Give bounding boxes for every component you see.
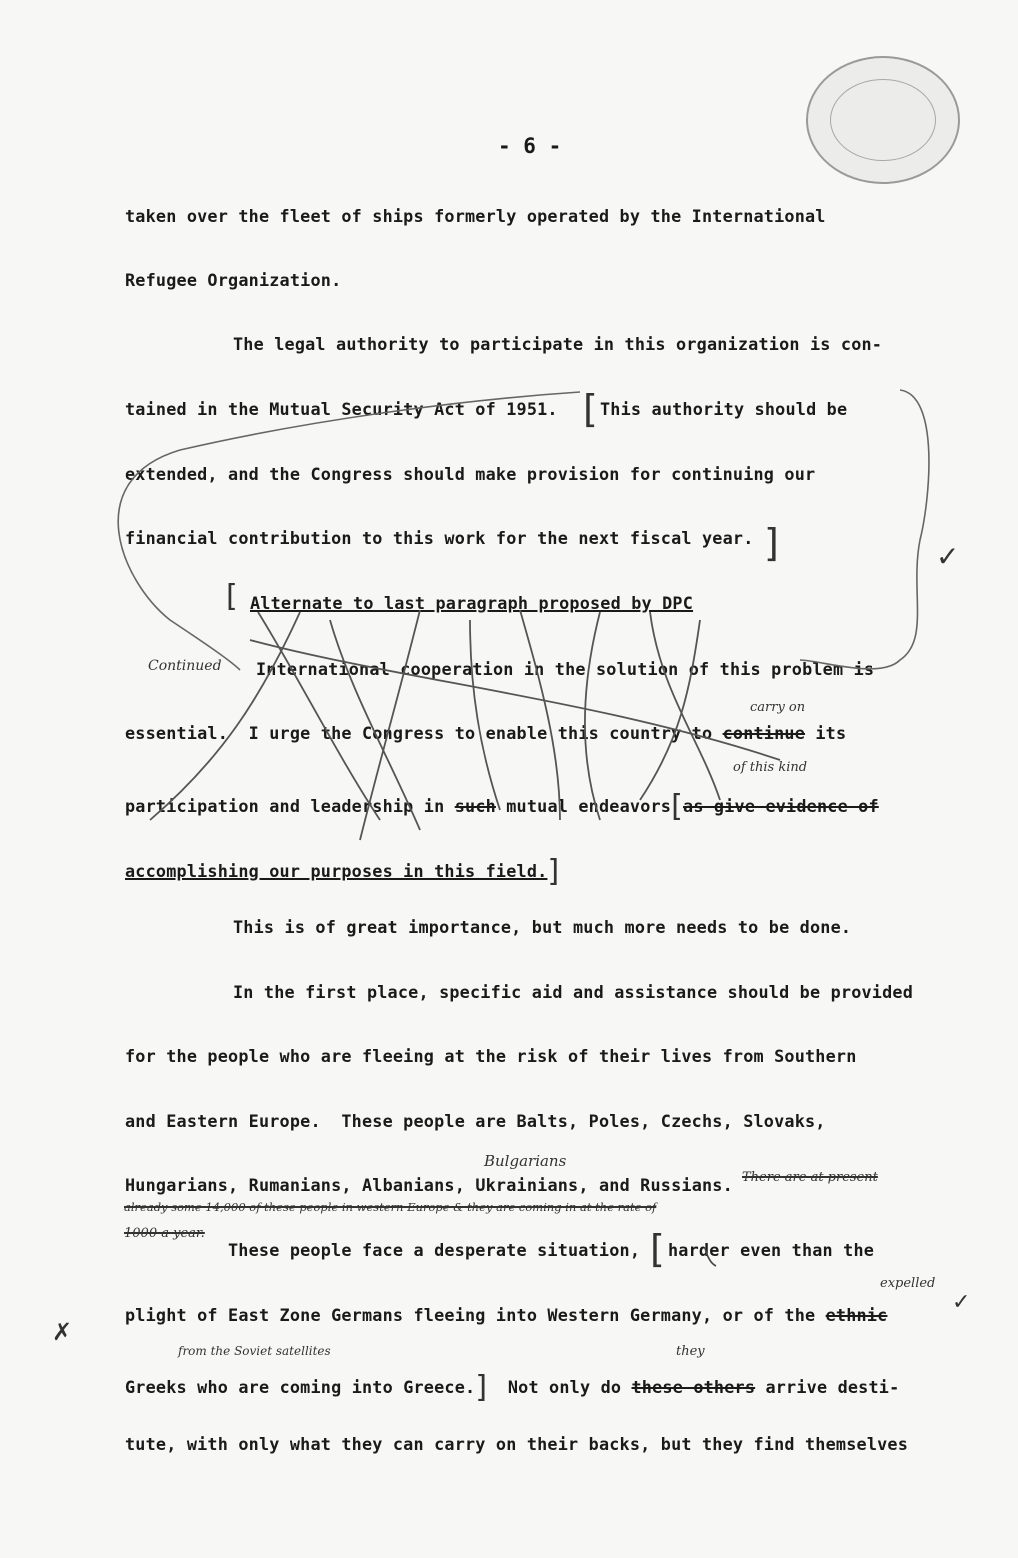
close-bracket: ] [764,521,779,565]
open-bracket-alternate: [ [226,579,238,614]
text-line-10: participation and leadership in such mutual endeavors[as give evidence of [125,789,879,824]
handwritten-carry-on: carry on [750,700,806,715]
open-bracket-2: [ [650,1227,665,1271]
text-line-4-continuation: This authority should be [600,399,848,419]
handwritten-from-soviet-satellites: from the Soviet satellites [178,1344,331,1358]
handwritten-struck-note-2: already some 14,000 of these people in western Europe & they are coming in at the rate of [124,1200,657,1214]
handwritten-they: they [676,1344,705,1359]
pencil-curve-right [800,390,929,669]
text-line-15: and Eastern Europe. These people are Balts, Poles, Czechs, Slovaks, [125,1111,826,1131]
page-number: - 6 - [498,134,562,158]
text-line-14: for the people who are fleeing at the risk of their lives from Southern [125,1046,857,1066]
handwritten-expelled: expelled [880,1276,936,1291]
text-line-17-continuation: harder even than the [668,1240,875,1260]
text-line-5: extended, and the Congress should make provision for continuing our [125,464,816,484]
text-line-12: This is of great importance, but much more needs to be done. [233,917,852,937]
handwritten-check-mark-2: ✓ [952,1290,971,1315]
open-bracket: [ [583,387,598,431]
text-line-13: In the first place, specific aid and assistance should be provided [233,982,914,1002]
text-line-3: The legal authority to participate in this organization is con- [233,334,883,354]
alternate-heading: Alternate to last paragraph proposed by DPC [250,593,694,613]
text-line-2: Refugee Organization. [125,270,342,290]
handwritten-check-mark: ✓ [936,540,960,573]
text-line-19: Greeks who are coming into Greece.] Not only do these others arrive desti- [125,1370,900,1405]
text-line-20: tute, with only what they can carry on their backs, but they find themselves [125,1434,909,1454]
handwritten-continued: Continued [148,658,222,674]
handwritten-of-this-kind: of this kind [733,760,808,775]
handwritten-bulgarians: Bulgarians [484,1152,567,1170]
text-line-17: These people face a desperate situation, [228,1240,641,1260]
text-line-1: taken over the fleet of ships formerly operated by the International [125,206,826,226]
text-line-11: accomplishing our purposes in this field.] [125,854,560,889]
archive-stamp [806,56,960,184]
archive-stamp-seal [830,79,936,161]
text-line-4: tained in the Mutual Security Act of 1951. [125,399,558,419]
text-line-6: financial contribution to this work for the next fiscal year. [125,528,754,548]
handwritten-struck-note-1: There are at present [742,1170,878,1185]
text-line-18: plight of East Zone Germans fleeing into Western Germany, or of the ethnic [125,1305,888,1325]
text-line-8: International cooperation in the solution of this problem is [256,659,875,679]
handwritten-struck-note-3: 1000 a year. [124,1226,205,1241]
text-line-9: essential. I urge the Congress to enable this country to continue its [125,723,847,743]
text-line-16: Hungarians, Rumanians, Albanians, Ukrainians, and Russians. [125,1175,733,1195]
handwritten-x-mark: ✗ [52,1318,73,1346]
